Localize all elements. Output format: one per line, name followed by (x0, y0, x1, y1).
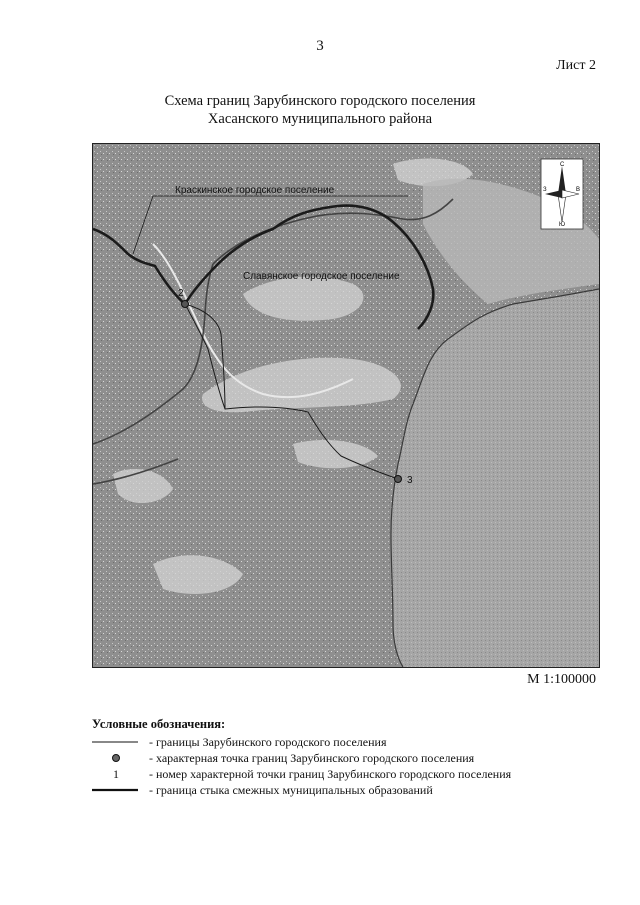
legend-item-text: - номер характерной точки границ Зарубинского городского поселения (149, 767, 512, 781)
legend-item-point-number (92, 766, 612, 782)
legend-item-text: - граница стыка смежных муниципальных образований (149, 783, 433, 797)
thick-line-symbol (92, 782, 140, 798)
point-3-label: 3 (407, 475, 413, 486)
point-2-label: 2 (178, 288, 184, 299)
sheet-label: Лист 2 (556, 58, 596, 73)
page-number: 3 (316, 38, 324, 54)
slavyanka-label: Славянское городское поселение (243, 271, 400, 282)
kraskino-label: Краскинское городское поселение (175, 185, 335, 196)
compass-west: З (543, 187, 547, 193)
legend-item-text: - характерная точка границ Зарубинского городского поселения (149, 751, 475, 765)
legend-heading: Условные обозначения: (92, 717, 226, 731)
thin-line-symbol (92, 734, 140, 750)
legend (92, 717, 612, 798)
point-number-symbol: 1 (113, 767, 119, 781)
boundary-point-2[interactable] (182, 301, 189, 308)
map-view[interactable] (92, 143, 600, 668)
map-scale: М 1:100000 (527, 672, 596, 687)
map-canvas (93, 144, 599, 667)
compass-north: С (560, 162, 565, 168)
compass-east: В (576, 187, 581, 193)
compass-south: Ю (559, 222, 566, 228)
boundary-point-3[interactable] (395, 476, 402, 483)
map-title (0, 92, 640, 128)
map-title-line-2: Хасанского муниципального района (207, 111, 433, 127)
compass-rose (541, 159, 583, 229)
legend-item-adjacent-boundary (92, 782, 612, 798)
legend-item-boundary (92, 734, 612, 750)
point-dot-symbol (92, 750, 140, 766)
legend-item-point (92, 750, 612, 766)
legend-item-text: - границы Зарубинского городского поселения (149, 735, 387, 749)
map-title-line-1: Схема границ Зарубинского городского поселения (164, 93, 476, 109)
